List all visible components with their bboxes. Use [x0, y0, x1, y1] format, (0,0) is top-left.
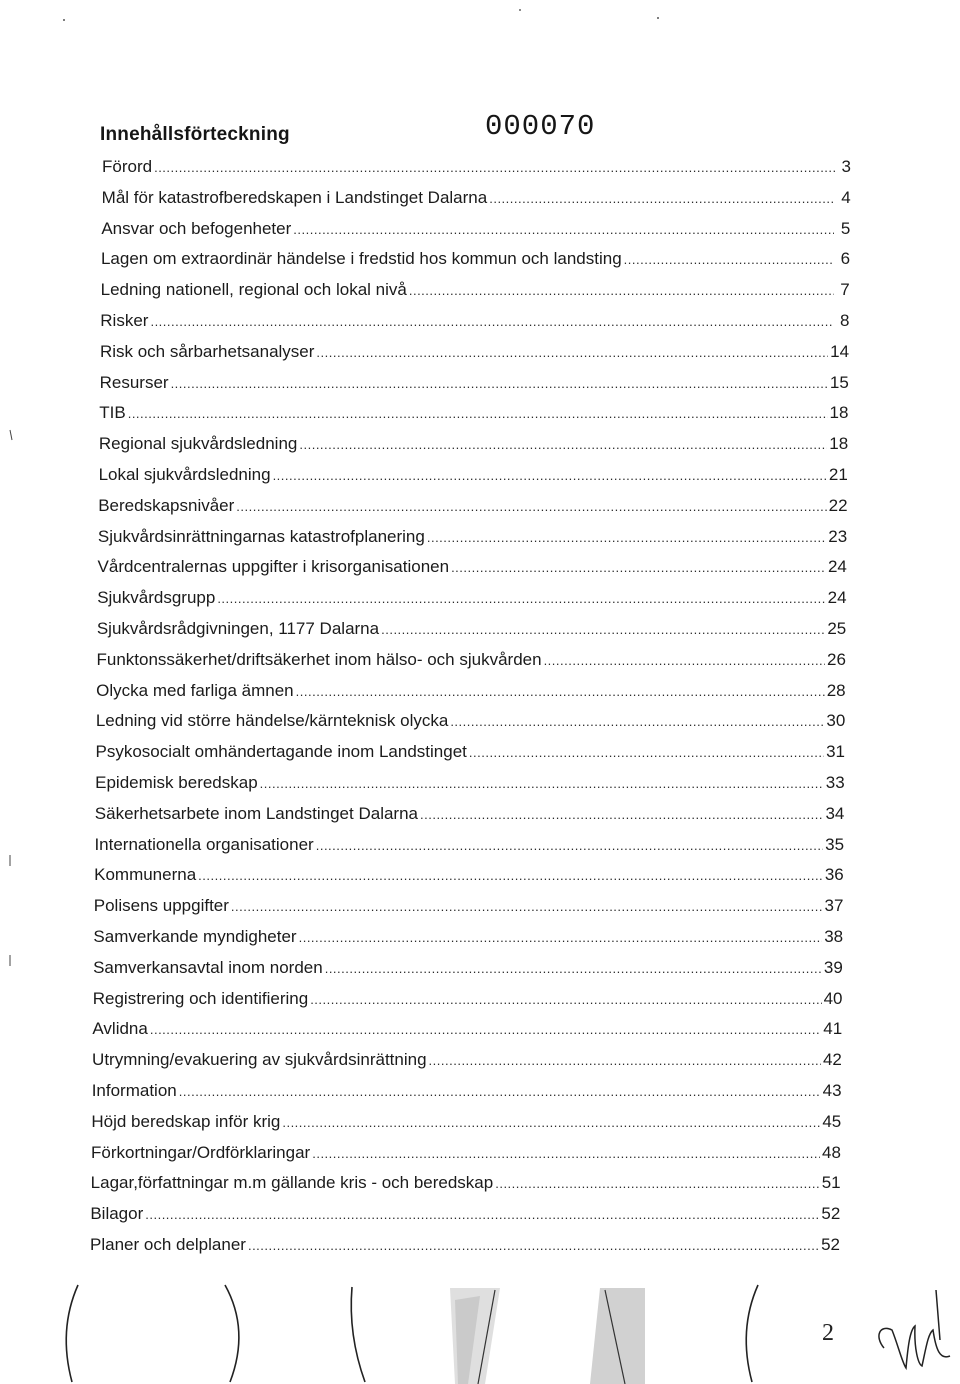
toc-entry-page: 25: [827, 619, 847, 638]
toc-entry: [98, 525, 847, 549]
toc-entry-leader: [231, 895, 823, 919]
toc-entry: [95, 802, 845, 826]
toc-entry-leader: [154, 156, 835, 180]
toc-entry-leader: [312, 1142, 820, 1166]
toc-entry-title: Ledning vid större händelse/kärnteknisk olycka: [95, 711, 449, 731]
toc-entry-leader: [150, 1018, 821, 1042]
toc-entry-title: Utrymning/evakuering av sjukvårdsinrättning: [92, 1050, 427, 1070]
toc-entry-page: 18: [829, 434, 849, 454]
toc-entry: [101, 278, 850, 302]
toc-entry-title: Beredskapsnivåer: [98, 495, 235, 515]
toc-entry-leader: [310, 988, 821, 1012]
toc-entry-title: TIB: [99, 403, 126, 423]
toc-entry: [97, 617, 846, 641]
toc-entry-title: Avlidna: [92, 1019, 148, 1039]
scan-speck: [519, 9, 521, 11]
toc-entry-title: Funktonssäkerhet/driftsäkerhet inom hälso- och sjukvården: [96, 649, 542, 669]
toc-entry: [99, 401, 848, 425]
toc-entry-page: 14: [830, 341, 850, 361]
toc-entry-title: Information: [91, 1081, 177, 1100]
toc-entry-page: 23: [828, 526, 848, 546]
toc-entry: [101, 217, 850, 241]
toc-entry-leader: [145, 1203, 819, 1227]
toc-entry-leader: [236, 495, 826, 519]
toc-entry-leader: [217, 587, 825, 611]
toc-entry: [102, 155, 851, 179]
margin-tick: [10, 430, 12, 440]
document-number: 000070: [485, 110, 596, 143]
toc-entry-page: 5: [840, 218, 851, 238]
toc-entry-leader: [381, 618, 825, 642]
bracket-mark: [225, 1285, 239, 1382]
toc-entry-page: 48: [822, 1142, 841, 1162]
toc-entry-page: 15: [829, 372, 849, 392]
toc-entry-leader: [316, 834, 823, 858]
toc-entry-page: 41: [823, 1019, 843, 1039]
toc-entry-title: Olycka med farliga ämnen: [96, 680, 294, 700]
torn-edge-shading: [455, 1296, 480, 1384]
toc-entry-page: 7: [840, 280, 850, 300]
toc-entry-title: Registrering och identifiering: [92, 988, 309, 1008]
toc-entry-title: Lokal sjukvårdsledning: [98, 465, 271, 484]
toc-entry-page: 31: [826, 742, 846, 762]
toc-heading: Innehållsförteckning: [100, 124, 290, 145]
signature-mark: [879, 1290, 950, 1368]
toc-entry-leader: [624, 248, 834, 272]
toc-entry-title: Lagar,författningar m.m gällande kris - och beredskap: [90, 1173, 494, 1193]
toc-entry: [92, 1048, 842, 1072]
toc-entry: [94, 894, 844, 918]
toc-entry-page: 52: [821, 1204, 841, 1224]
toc-entry-leader: [296, 680, 825, 704]
toc-entry-title: Ansvar och befogenheter: [101, 218, 292, 238]
toc-entry-page: 18: [829, 403, 849, 423]
toc-entry-title: Sjukvårdsrådgivningen, 1177 Dalarna: [96, 619, 380, 638]
toc-entry-title: Psykosocialt omhändertagande inom Landstinget: [95, 742, 467, 762]
toc-entry-leader: [489, 187, 834, 211]
scan-speck: [63, 19, 65, 21]
toc-entry: [100, 371, 849, 395]
toc-entry-leader: [299, 433, 827, 457]
toc-entry-leader: [299, 926, 823, 950]
toc-entry-page: 36: [824, 865, 844, 885]
toc-entry: [90, 1233, 840, 1257]
toc-entry-page: 38: [824, 927, 844, 946]
toc-entry-leader: [260, 772, 824, 796]
toc-entry-page: 21: [828, 465, 848, 484]
toc-entry: [99, 432, 848, 456]
toc-entry: [97, 586, 846, 610]
toc-entry-page: 34: [825, 803, 845, 823]
toc-entry-title: Resurser: [99, 372, 169, 392]
scan-speck: [657, 17, 659, 19]
toc-entry: [98, 555, 847, 579]
bracket-mark: [66, 1285, 78, 1382]
toc-entry-leader: [409, 279, 834, 303]
toc-entry-title: Bilagor: [90, 1204, 144, 1224]
toc-entry: [99, 463, 848, 487]
toc-entry: [93, 987, 843, 1011]
toc-entry-title: Samverkande myndigheter: [93, 927, 297, 946]
toc-entry: [100, 340, 849, 364]
toc-entry-leader: [128, 402, 828, 426]
toc-entry: [102, 186, 851, 210]
toc-entry-leader: [150, 310, 833, 334]
torn-edge-line: [478, 1290, 495, 1384]
toc-entry-leader: [198, 864, 823, 888]
toc-entry-title: Risk och sårbarhetsanalyser: [99, 341, 315, 361]
toc-entry: [97, 648, 846, 672]
toc-entry: [92, 1079, 842, 1103]
toc-entry: [96, 679, 845, 703]
toc-entry-page: 45: [822, 1111, 842, 1131]
toc-entry-title: Säkerhetsarbete inom Landstinget Dalarna: [94, 803, 418, 823]
toc-entry: [92, 1017, 842, 1041]
toc-entry-title: Planer och delplaner: [90, 1235, 246, 1254]
toc-entry-page: 40: [823, 988, 843, 1008]
toc-entry: [95, 771, 845, 795]
toc-entry-leader: [450, 710, 824, 734]
toc-entry-leader: [273, 464, 827, 488]
toc-entry-title: Mål för katastrofberedskapen i Landstinget Dalarna: [101, 187, 488, 207]
toc-entry-leader: [469, 741, 824, 765]
toc-entry-leader: [171, 372, 828, 396]
toc-entry-title: Förord: [102, 157, 153, 176]
toc-entry-page: 30: [826, 711, 846, 731]
toc-entry: [93, 925, 843, 949]
toc-entry: [91, 1171, 841, 1195]
toc-entry: [94, 863, 844, 887]
toc-entry-title: Ledning nationell, regional och lokal nivå: [100, 280, 407, 300]
torn-edge-shading: [590, 1288, 645, 1384]
toc-entry-title: Höjd beredskap inför krig: [91, 1111, 281, 1131]
toc-entry-page: 4: [841, 187, 851, 207]
toc-entry-page: 28: [826, 680, 846, 700]
toc-entry-page: 8: [839, 311, 850, 330]
toc-entry-title: Vårdcentralernas uppgifter i krisorganisationen: [97, 557, 450, 577]
toc-entry-leader: [429, 1049, 821, 1073]
toc-entry-page: 24: [827, 557, 847, 577]
toc-entry-title: Kommunerna: [94, 865, 197, 885]
toc-entry-leader: [293, 218, 834, 242]
page-number: 2: [822, 1320, 834, 1346]
torn-edge-line: [605, 1290, 625, 1384]
toc-entry-page: 43: [822, 1081, 842, 1100]
toc-entry-title: Lagen om extraordinär händelse i fredstid hos kommun och landsting: [100, 249, 622, 269]
toc-entry-leader: [451, 556, 826, 580]
toc-entry-leader: [420, 803, 823, 827]
toc-entry-page: 52: [821, 1235, 840, 1254]
toc-entry-leader: [282, 1111, 820, 1135]
toc-entry-page: 3: [841, 157, 851, 176]
toc-entry: [95, 740, 845, 764]
toc-entry-page: 24: [827, 588, 847, 608]
toc-entry-page: 37: [824, 896, 844, 916]
toc-entry-page: 35: [825, 834, 845, 854]
toc-entry: [100, 309, 849, 333]
toc-entry-title: Epidemisk beredskap: [95, 773, 258, 792]
torn-edge-shading: [450, 1288, 500, 1384]
toc-entry-title: Sjukvårdsgrupp: [97, 588, 216, 608]
toc-entry: [96, 709, 846, 733]
toc-entry: [94, 833, 844, 857]
toc-entry: [93, 956, 843, 980]
bracket-mark: [746, 1285, 758, 1382]
toc-entry-leader: [325, 957, 822, 981]
toc-entry-leader: [544, 649, 825, 673]
toc-entry: [101, 247, 850, 271]
toc-entry-title: Regional sjukvårdsledning: [98, 434, 298, 454]
bracket-mark: [351, 1287, 365, 1382]
toc-entry-title: Internationella organisationer: [94, 834, 314, 854]
toc-entry-page: 6: [840, 249, 851, 269]
toc-entry-page: 51: [821, 1173, 841, 1193]
toc-entry-title: Risker: [100, 311, 149, 330]
toc-entry-title: Samverkansavtal inom norden: [93, 957, 323, 977]
toc-entry-title: Sjukvårdsinrättningarnas katastrofplanering: [97, 526, 425, 546]
toc-entry-leader: [248, 1234, 819, 1258]
toc-entry: [90, 1202, 840, 1226]
toc-entry-page: 22: [828, 495, 848, 515]
toc-entry-page: 42: [822, 1050, 842, 1070]
toc-entry-page: 26: [827, 649, 846, 669]
toc-entry: [91, 1141, 841, 1165]
toc-entry-page: 33: [825, 773, 845, 792]
toc-entry: [91, 1110, 841, 1134]
toc-entry-leader: [316, 341, 828, 365]
toc-entry: [98, 494, 847, 518]
toc-entry-leader: [495, 1172, 819, 1196]
toc-entry-leader: [427, 526, 826, 550]
toc-entry-title: Polisens uppgifter: [93, 896, 229, 916]
toc-entry-leader: [179, 1080, 821, 1104]
toc-entry-page: 39: [823, 957, 843, 977]
toc-entry-title: Förkortningar/Ordförklaringar: [91, 1142, 311, 1162]
